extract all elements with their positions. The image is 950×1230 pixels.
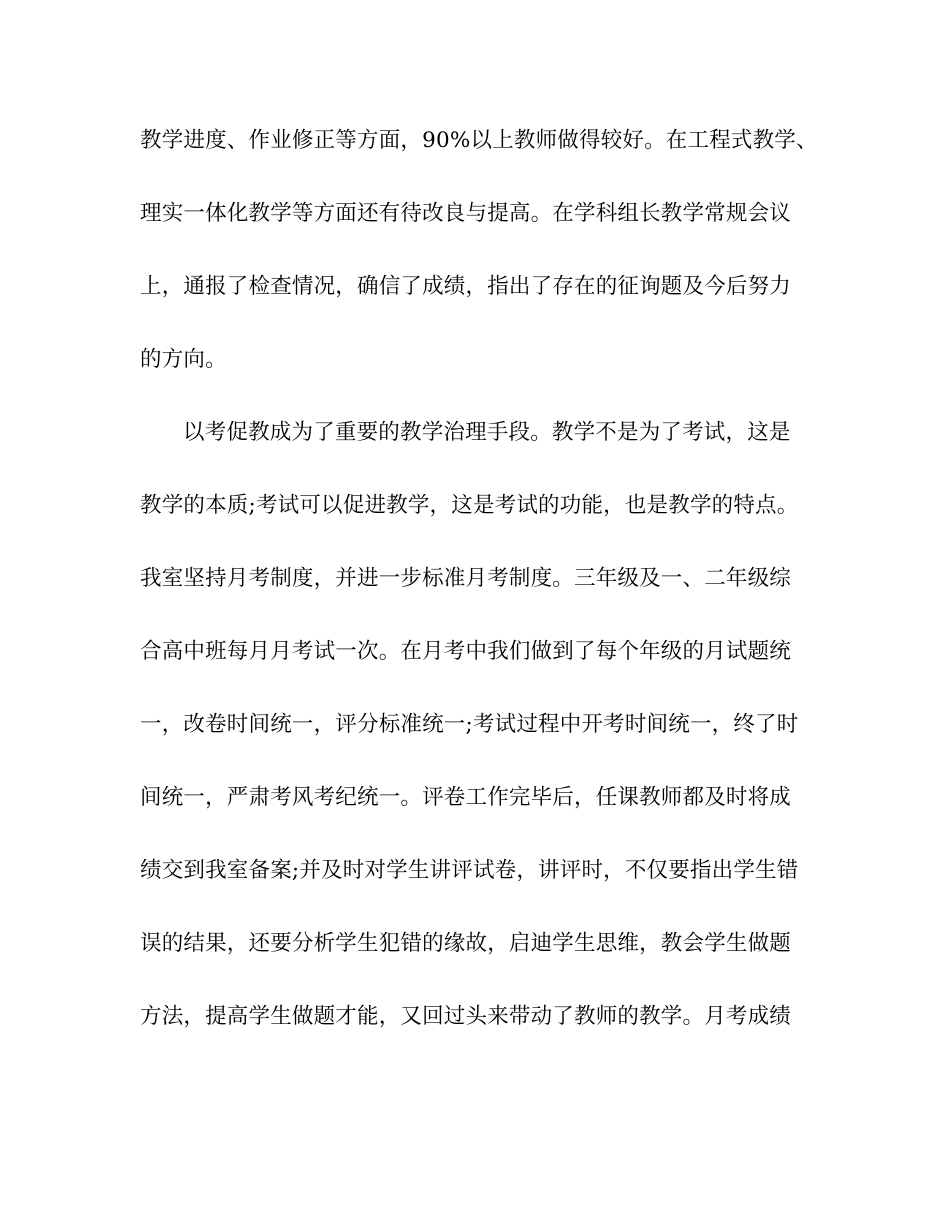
text-line: 教学进度、作业修正等方面，90%以上教师做得较好。在工程式教学、 [140,128,818,153]
text-line: 理实一体化教学等方面还有待改良与提高。在学科组长教学常规会议 [140,201,792,226]
text-line: 上，通报了检查情况，确信了成绩，指出了存在的征询题及今后努力 [140,274,792,299]
paragraph-first-line: 以考促教成为了重要的教学治理手段。教学不是为了考试，这是 [183,420,791,445]
text-line: 一，改卷时间统一，评分标准统一;考试过程中开考时间统一，终了时 [140,712,799,737]
text-line: 我室坚持月考制度，并进一步标准月考制度。三年级及一、二年级综 [140,566,792,591]
text-line: 合高中班每月月考试一次。在月考中我们做到了每个年级的月试题统 [140,639,792,664]
text-line: 方法，提高学生做题才能，又回过头来带动了教师的教学。月考成绩 [140,1004,792,1029]
text-line: 绩交到我室备案;并及时对学生讲评试卷，讲评时，不仅要指出学生错 [140,858,799,883]
text-line: 间统一，严肃考风考纪统一。评卷工作完毕后，任课教师都及时将成 [140,785,792,810]
body-text [140,121,818,1070]
text-line: 误的结果，还要分析学生犯错的缘故，启迪学生思维，教会学生做题 [140,931,792,956]
text-line: 教学的本质;考试可以促进教学，这是考试的功能，也是教学的特点。 [140,493,799,518]
text-line: 的方向。 [140,347,227,372]
